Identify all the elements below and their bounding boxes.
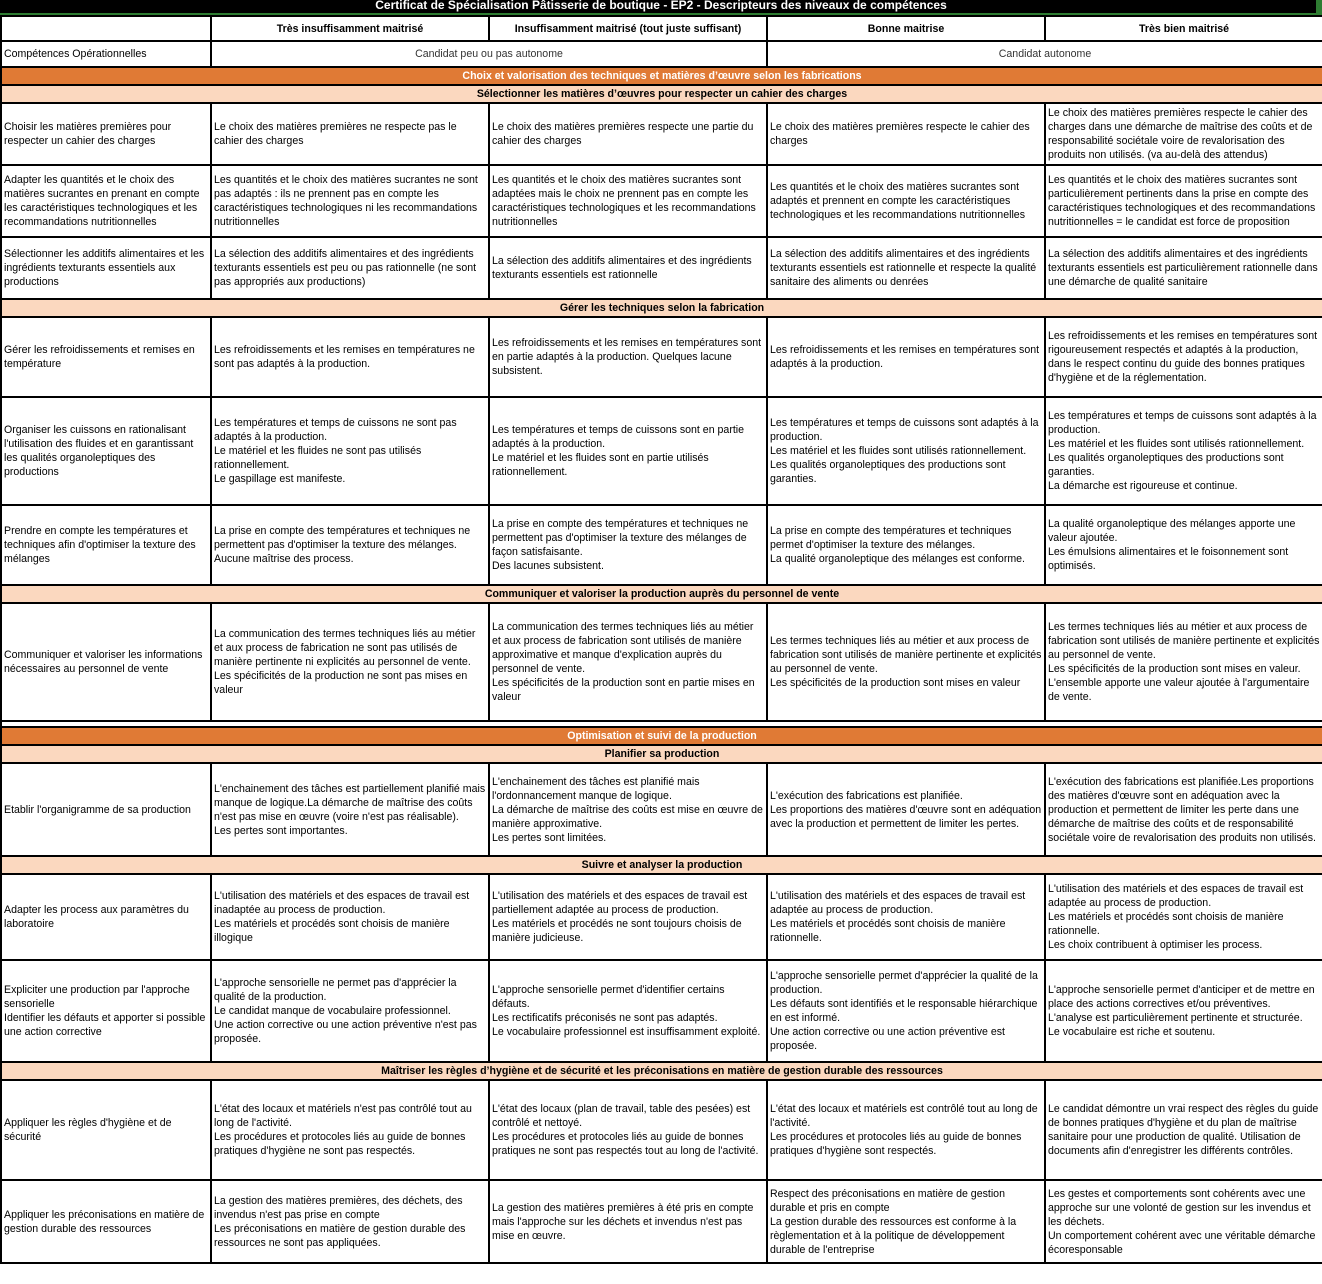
- subsection-title: Communiquer et valoriser la production auprès du personnel de vente: [1, 585, 1322, 603]
- descriptor-cell: Le choix des matières premières respecte le cahier des charges dans une démarche de maîtrise des coûts et de responsabilité sociétale voire de revalorisation des produits non utilisés. (va au-delà des attendus): [1045, 103, 1322, 165]
- descriptor-cell: La sélection des additifs alimentaires et des ingrédients texturants essentiels est rationnelle: [489, 237, 767, 299]
- section-row: [1, 727, 1322, 745]
- subsection-title: Sélectionner les matières d’œuvres pour respecter un cahier des charges: [1, 85, 1322, 103]
- descriptor-cell: L'utilisation des matériels et des espaces de travail est inadaptée au process de production. Les matériels et procédés sont choisis de manière illogique: [211, 874, 489, 960]
- descriptor-cell: Le choix des matières premières ne respecte pas le cahier des charges: [211, 103, 489, 165]
- descriptor-cell: L'utilisation des matériels et des espaces de travail est adaptée au process de production. Les matériels et procédés sont choisis de manière rationnelle. Les choix contribuent à optimiser les process.: [1045, 874, 1322, 960]
- descriptor-cell: La sélection des additifs alimentaires et des ingrédients texturants essentiels est rationnelle et respecte la qualité sanitaire des aliments ou denrées: [767, 237, 1045, 299]
- competency-label: Communiquer et valoriser les informations nécessaires au personnel de vente: [1, 603, 211, 721]
- descriptor-cell: L'exécution des fabrications est planifiée. Les proportions des matières d'œuvre sont en adéquation avec la production et permettent de limiter les pertes.: [767, 763, 1045, 856]
- competency-row: [1, 1080, 1322, 1180]
- descriptor-cell: La sélection des additifs alimentaires et des ingrédients texturants essentiels est peu ou pas rationnelle (ne sont pas appropriés aux productions): [211, 237, 489, 299]
- descriptor-cell: Les termes techniques liés au métier et aux process de fabrication sont utilisés de manière pertinente et explicités au personnel de vente. Les spécificités de la production sont mises en valeur: [767, 603, 1045, 721]
- section-title: Optimisation et suivi de la production: [1, 727, 1322, 745]
- subsection-title: Maîtriser les règles d’hygiène et de sécurité et les préconisations en matière de gestion durable des ressources: [1, 1062, 1322, 1080]
- competency-row: [1, 397, 1322, 505]
- competency-row: [1, 960, 1322, 1062]
- descriptor-cell: Les refroidissements et les remises en températures sont en partie adaptés à la production. Quelques lacune subsistent.: [489, 317, 767, 397]
- descriptor-cell: L'approche sensorielle permet d'identifier certains défauts. Les rectificatifs préconisés ne sont pas adaptés. Le vocabulaire professionnel est insuffisamment exploité.: [489, 960, 767, 1062]
- descriptor-cell: Les quantités et le choix des matières sucrantes sont adaptés et prennent en compte les caractéristiques technologiques et les recommandations nutritionnelles: [767, 165, 1045, 237]
- descriptor-cell: Le choix des matières premières respecte une partie du cahier des charges: [489, 103, 767, 165]
- descriptor-cell: L'utilisation des matériels et des espaces de travail est partiellement adaptée au process de production. Les matériels et procédés ne sont toujours choisis de manière judicieuse.: [489, 874, 767, 960]
- descriptor-cell: Les températures et temps de cuissons ne sont pas adaptés à la production. Le matériel et les fluides ne sont pas utilisés rationnellement. Le gaspillage est manifeste.: [211, 397, 489, 505]
- section-title: Choix et valorisation des techniques et matières d’œuvre selon les fabrications: [1, 67, 1322, 85]
- descriptor-cell: La prise en compte des températures et techniques ne permettent pas d'optimiser la texture des mélanges. Aucune maîtrise des process.: [211, 505, 489, 585]
- competency-row: [1, 317, 1322, 397]
- descriptor-cell: La communication des termes techniques liés au métier et aux process de fabrication sont utilisés de manière approximative et manque d'explication auprès du personnel de vente. Les spécificités de la production sont en partie mises en valeur: [489, 603, 767, 721]
- row-label: Compétences Opérationnelles: [1, 41, 211, 67]
- competency-row: [1, 237, 1322, 299]
- autonomy-high: Candidat autonome: [767, 41, 1322, 67]
- descriptor-cell: La prise en compte des températures et techniques permet d'optimiser la texture des mélanges. La qualité organoleptique des mélanges est conforme.: [767, 505, 1045, 585]
- section-row: [1, 67, 1322, 85]
- competency-label: Adapter les quantités et le choix des matières sucrantes en prenant en compte les caractéristiques technologiques et les recommandations nutritionnelles: [1, 165, 211, 237]
- descriptor-cell: L'approche sensorielle ne permet pas d'apprécier la qualité de la production. Le candidat manque de vocabulaire professionnel. Une action corrective ou une action préventive n'est pas proposée.: [211, 960, 489, 1062]
- header-row: [1, 16, 1322, 41]
- descriptor-cell: Les quantités et le choix des matières sucrantes ne sont pas adaptés : ils ne prennent pas en compte les caractéristiques technologiques ni les recommandations nutritionnelles: [211, 165, 489, 237]
- level-header: Insuffisamment maitrisé (tout juste suffisant): [489, 16, 767, 41]
- level-header: Très bien maitrisé: [1045, 16, 1322, 41]
- competency-row: [1, 505, 1322, 585]
- descriptor-cell: Les quantités et le choix des matières sucrantes sont particulièrement pertinents dans la prise en compte des caractéristiques technologiques et des recommandations nutritionnelles = le candidat est force de proposition: [1045, 165, 1322, 237]
- descriptor-cell: Les refroidissements et les remises en températures sont rigoureusement respectés et adaptés à la production, dans le respect continu du guide des bonnes pratiques d'hygiène et de la réglementation.: [1045, 317, 1322, 397]
- competency-label: Etablir l'organigramme de sa production: [1, 763, 211, 856]
- descriptor-cell: Les températures et temps de cuissons sont adaptés à la production. Les matériel et les fluides sont utilisés rationnellement. Les qualités organoleptiques des productions sont garanties. La démarche est rigoureuse et continue.: [1045, 397, 1322, 505]
- descriptor-cell: L'exécution des fabrications est planifiée.Les proportions des matières d'œuvre sont en adéquation avec la production et permettent de limiter les perte dans une démarche de maîtrise des coûts et de responsabilité sociétale voire de revalorisation des produits non utilisés.: [1045, 763, 1322, 856]
- descriptor-cell: La communication des termes techniques liés au métier et aux process de fabrication ne sont pas utilisés de manière pertinente ni explicités au personnel de vente. Les spécificités de la production ne sont pas mises en valeur: [211, 603, 489, 721]
- document-title: [0, 0, 1322, 15]
- descriptor-cell: Le choix des matières premières respecte le cahier des charges: [767, 103, 1045, 165]
- autonomy-low: Candidat peu ou pas autonome: [211, 41, 767, 67]
- descriptor-cell: Le candidat démontre un vrai respect des règles du guide de bonnes pratiques d'hygiène et du plan de maîtrise sanitaire pour une production de qualité. Utilisation de documents afin d'enregistrer les différents contrôles.: [1045, 1080, 1322, 1180]
- title-accent: [1316, 0, 1322, 13]
- subsection-title: Gérer les techniques selon la fabrication: [1, 299, 1322, 317]
- descriptor-cell: Respect des préconisations en matière de gestion durable et pris en compte La gestion durable des ressources est conforme à la règlementation et à la politique de développement durable de l'entreprise: [767, 1180, 1045, 1263]
- competency-label: Sélectionner les additifs alimentaires et les ingrédients texturants essentiels aux productions: [1, 237, 211, 299]
- descriptor-cell: L'utilisation des matériels et des espaces de travail est adaptée au process de production. Les matériels et procédés sont choisis de manière rationnelle.: [767, 874, 1045, 960]
- competency-label: Adapter les process aux paramètres du laboratoire: [1, 874, 211, 960]
- competency-label: Appliquer les règles d'hygiène et de sécurité: [1, 1080, 211, 1180]
- descriptor-cell: L'état des locaux et matériels n'est pas contrôlé tout au long de l'activité. Les procédures et protocoles liés au guide de bonnes pratiques d'hygiène ne sont pas respectés.: [211, 1080, 489, 1180]
- descriptor-cell: L'approche sensorielle permet d'anticiper et de mettre en place des actions correctives et/ou préventives. L'analyse est particulièrement pertinente et structurée. Le vocabulaire est riche et soutenu.: [1045, 960, 1322, 1062]
- descriptor-cell: L'enchainement des tâches est partiellement planifié mais manque de logique.La démarche de maîtrise des coûts n'est pas mise en œuvre (voire n'est pas réalisable). Les pertes sont importantes.: [211, 763, 489, 856]
- subsection-row: [1, 1062, 1322, 1080]
- competency-row: [1, 603, 1322, 721]
- competency-label: Choisir les matières premières pour respecter un cahier des charges: [1, 103, 211, 165]
- descriptor-cell: Les refroidissements et les remises en températures ne sont pas adaptés à la production.: [211, 317, 489, 397]
- subsection-row: [1, 856, 1322, 874]
- competency-row: [1, 165, 1322, 237]
- competency-label: Prendre en compte les températures et techniques afin d'optimiser la texture des mélanges: [1, 505, 211, 585]
- descriptor-cell: La gestion des matières premières à été pris en compte mais l'approche sur les déchets et invendus n'est pas mise en œuvre.: [489, 1180, 767, 1263]
- descriptor-cell: L'état des locaux (plan de travail, table des pesées) est contrôlé et nettoyé. Les procédures et protocoles liés au guide de bonnes pratiques ne sont pas respectés tout au long de l'activité.: [489, 1080, 767, 1180]
- descriptor-cell: La qualité organoleptique des mélanges apporte une valeur ajoutée. Les émulsions alimentaires et le foisonnement sont optimisés.: [1045, 505, 1322, 585]
- descriptor-cell: Les températures et temps de cuissons sont adaptés à la production. Les matériel et les fluides sont utilisés rationnellement. Les qualités organoleptiques des productions sont garanties.: [767, 397, 1045, 505]
- descriptor-cell: La prise en compte des températures et techniques ne permettent pas d'optimiser la texture des mélanges de façon satisfaisante. Des lacunes subsistent.: [489, 505, 767, 585]
- competency-row: [1, 1180, 1322, 1263]
- level-header: Très insuffisamment maitrisé: [211, 16, 489, 41]
- descriptor-cell: Les quantités et le choix des matières sucrantes sont adaptées mais le choix ne prennent pas en compte les caractéristiques technologiques et les recommandations nutritionnelles: [489, 165, 767, 237]
- competency-label: Gérer les refroidissements et remises en température: [1, 317, 211, 397]
- level-header: Bonne maitrise: [767, 16, 1045, 41]
- descriptor-cell: L'enchainement des tâches est planifié mais l'ordonnancement manque de logique. La démarche de maîtrise des coûts est mise en œuvre de manière approximative. Les pertes sont limitées.: [489, 763, 767, 856]
- subsection-row: [1, 745, 1322, 763]
- competency-label: Organiser les cuissons en rationalisant l'utilisation des fluides et en garantissant les qualités organoleptiques des productions: [1, 397, 211, 505]
- descriptor-cell: Les températures et temps de cuissons sont en partie adaptés à la production. Le matériel et les fluides sont en partie utilisés rationnellement.: [489, 397, 767, 505]
- competency-row: [1, 763, 1322, 856]
- descriptor-cell: Les gestes et comportements sont cohérents avec une approche sur une volonté de gestion sur les invendus et les déchets. Un comportement cohérent avec une véritable démarche écoresponsable: [1045, 1180, 1322, 1263]
- competency-label: Expliciter une production par l'approche sensorielle Identifier les défauts et apporter si possible une action corrective: [1, 960, 211, 1062]
- descriptor-cell: L'approche sensorielle permet d'apprécier la qualité de la production. Les défauts sont identifiés et le responsable hiérarchique en est informé. Une action corrective ou une action préventive est proposée.: [767, 960, 1045, 1062]
- descriptor-cell: L'état des locaux et matériels est contrôlé tout au long de l'activité. Les procédures et protocoles liés au guide de bonnes pratiques d'hygiène sont respectés.: [767, 1080, 1045, 1180]
- descriptor-cell: La gestion des matières premières, des déchets, des invendus n'est pas prise en compte Les préconisations en matière de gestion durable des ressources ne sont pas appliquées.: [211, 1180, 489, 1263]
- autonomy-row: [1, 41, 1322, 67]
- subsection-row: [1, 299, 1322, 317]
- subsection-row: [1, 585, 1322, 603]
- competency-label: Appliquer les préconisations en matière de gestion durable des ressources: [1, 1180, 211, 1263]
- competency-row: [1, 103, 1322, 165]
- subsection-row: [1, 85, 1322, 103]
- descriptor-cell: La sélection des additifs alimentaires et des ingrédients texturants essentiels est particulièrement rationnelle dans une démarche de qualité sanitaire: [1045, 237, 1322, 299]
- document-title-text: Certificat de Spécialisation Pâtisserie de boutique - EP2 - Descripteurs des niveaux de compétences: [375, 0, 947, 12]
- subsection-title: Planifier sa production: [1, 745, 1322, 763]
- header-corner: [1, 16, 211, 41]
- competency-row: [1, 874, 1322, 960]
- descriptor-cell: Les refroidissements et les remises en températures sont adaptés à la production.: [767, 317, 1045, 397]
- descriptor-cell: Les termes techniques liés au métier et aux process de fabrication sont utilisés de manière pertinente et explicités au personnel de vente. Les spécificités de la production sont mises en valeur. L'ensemble apporte une valeur ajoutée à l'argumentaire de vente.: [1045, 603, 1322, 721]
- competency-table: [0, 15, 1322, 1264]
- subsection-title: Suivre et analyser la production: [1, 856, 1322, 874]
